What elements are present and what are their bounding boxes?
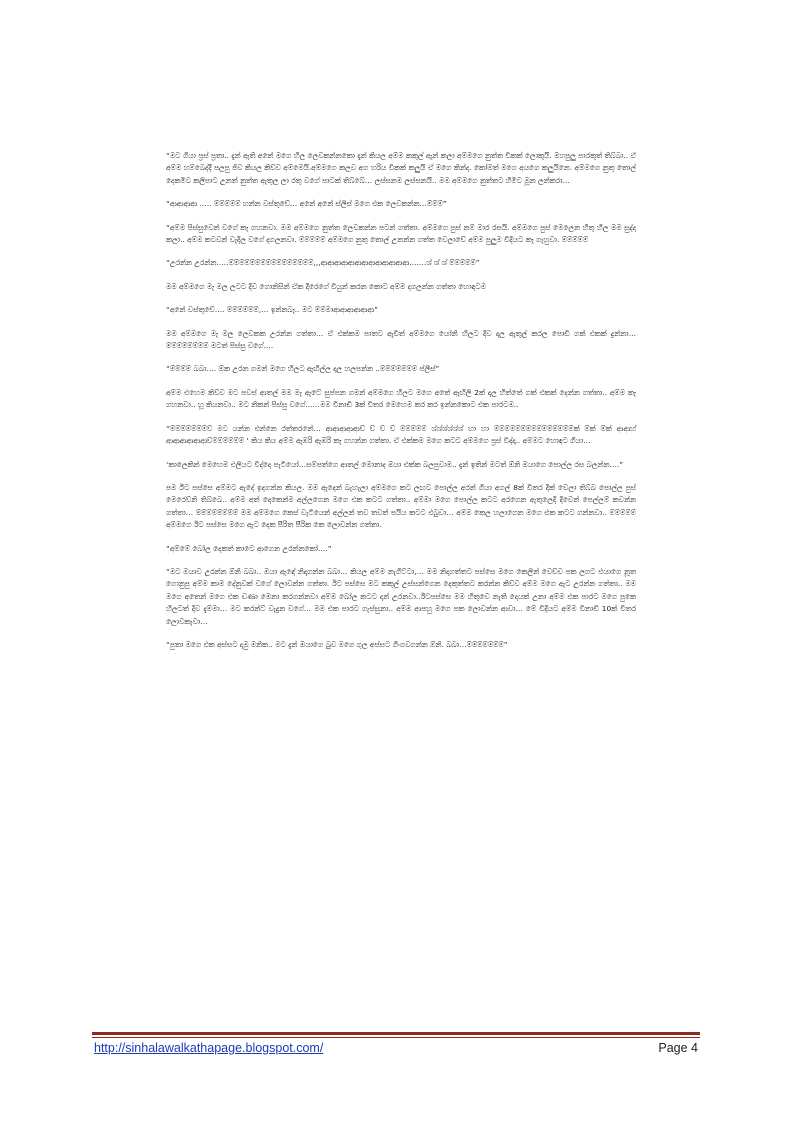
- footer-rule-thin: [92, 1037, 700, 1038]
- paragraph-6: “අනේ වස්තුවේ…. ම්ම්ම්ම්ම්ම්,… ඉන්නබෑ.. මට ම්ම්මාආආආආආආ”: [166, 305, 378, 315]
- paragraph-7: මම අම්මගෙ මෑ මල ලෙවකක උරන්න ගත්තා… ඒ එක්කම පාතට ඇවිත් අම්මගෙ යෝනි හිලට දිව දාල ඇතුල් කරල පොඩි ගක් එකක් දුන්නා… ම්ම්ම්ම්ම්ම්ම්ම් මටත් පිස්සු වගේ….: [166, 328, 636, 351]
- page-number: Page 4: [658, 1041, 698, 1055]
- paragraph-11: ‘කාලෙකින් මෙහෙම එලියට විද්දෙ පැටියෝ…සම්පත්ගෙ ආතල් මොනාද ඔයා එක්ක බලපුවාම.. දැන් ඉතින් මටත් ඕනි ඔයාගෙ පොල්ල රස බලන්න….”: [166, 459, 624, 469]
- paragraph-10: “ම්ම්ම්ම්ම්ම්ම්ව් මට යන්න එන්නෙ රත්තරනේ… ආආආආආව් ව් ව් ව් ම්ම්ම්ම්ම් ශ්ශ්ශ්ශ්ශ්ශ් හා හා ම්ම්ම්ම්ම්ම්ම්ම්ම්ම්ම්ම්ම්ම්ම්ක් ම්ක් ම්ක් ආආහ් ආආආආආආව්ම්ම්ම්ම්ම්ම් ‘ කිය කිය අම්ම ඇඹරි ඇඹරි කෑ ගහන්න ගත්තා. ඒ එක්කම මගෙ කටට අම්මගෙ ප්‍රස් විද්දා.. අම්මට හොඳට ගියා…: [166, 423, 636, 446]
- paragraph-3: “අම්ම පිස්සුවෙන් වගේ කෑ ගහනවා. මම අම්මගෙ නුත්ත ලෙවකන්න පටන් ගත්තා. අම්මගෙ පුස් නම් මාර රසයි. අම්මගෙ පුස් මෙලෙන හිතු හිල මම සුද්ද කලා.. අම්ම කටවන් වැදිල වගේ දගලනවා. ම්ම්ම්ම්ම් අම්මගෙ නුතු තොල් උනන්න ගත්ත වෙලාවේ අම්ම පුලුම විදියට කෑ ගැහුවා. ම්ම්ම්ම්ම්: [166, 222, 636, 245]
- paragraph-4: “උරන්න උරන්න…..ම්ම්ම්ම්ම්ම්ම්ම්ම්ම්ම්ම්ම්ම්ම්ම්,,,ආආආආආආආආආආආආආ…….ශ් ශ් ශ් ම්ම්ම්ම්ම්”: [166, 258, 480, 268]
- paragraph-8: “ම්ම්ම්ම් බබා…. ඕක උරන ගමන් මගෙ හිලට ඇඟිල්ල දාල හලපන්න ..ම්ම්ම්ම්ම්ම්ම් ප්ලීස්”: [166, 364, 440, 374]
- paragraph-13: “අම්මේ බෝල දෙකත් කාටෙ ආගෙන උරන්නකෝ….”: [166, 543, 332, 553]
- paragraph-14: “මට ඔයාව උරන්න ඕනි බබා.. ඔයා ඇඳේ නිදාගන්න බබා… කියල අම්ම නැගිට්ටා,… මම නිදාගත්තට පස්සෙ මගෙ කෙලින් වෙච්ච පක ලගට එයාගෙ නූත ගොනුපු අම්ම කාම දේනුවක් වගේ ලොවන්න ගත්තා. ඊට පස්සෙ මට කකුල් උස්සන්ගෙන දෙකුත්තට කරන්න කිව්ව අම්ම මගෙ ඇට උරන්න ගත්තා.. මම මගෙ අතෙන් මගෙ එක ඩණා මෙනා කරගන්නවා අම්ම බෝල කටට දාන් උරනවා..ඊටපස්සෙ මම හිතුවෙ නැති දෙයක් උනා අම්ම එක පාරට මගෙ පුකෙ හිලටත් දිව දැම්මා… මට කරන්ට් වැදුන වගේ… මම එක පාරට ගැස්සුනා.. අම්ම ආපහු මගෙ පක ලොවන්න ආවා… මේ විදියට අම්ම විනාඩි 10ක් විතර ලොවකැවා…: [166, 566, 636, 626]
- footer-rule-thick: [92, 1032, 700, 1035]
- paragraph-9: අම්ම එහෙම කිව්ව මට පවස් ආතල් මම මෑ ඇටේ සුප්පන ගමන් අම්මගෙ හිලට මගෙ අතේ ඇඟිලි 2ක් දාල හිත්තේ ගක් එකක් දෙන්න ගත්තා.. අම්ම කෑ ගහනවා.. හූ කියනවා.. මට නිකන් පිස්සු වගේ……මම විනාඩි 3ක් විතර මෙහෙම කර කර ඉන්නකොට එක පාරටම..: [166, 387, 636, 410]
- footer-url-link[interactable]: http://sinhalawalkathapage.blogspot.com/: [94, 1041, 324, 1055]
- paragraph-2: “ආආආආ ….. ම්ම්ම්ම්ම් හන්න වස්තුවේ… අනේ අනේ ස්ලිස් මගෙ එක ලෙවකන්න…ම්ම්ම්”: [166, 199, 447, 209]
- paragraph-1: “මට ගියා ප්‍රස් ප්‍රතා.. දැන් ඇති අනේ මගෙ හිල ලෙවකන්නකො දැන් කියල අම්ම කකුල් ඇන් කලා අම්මගෙ නුත්ත විකක් ලොකුයි. මහපුලු පාරකුත් තිබ්බා.. ඒ අම්ම හම්බෙද්දී පලපු ජිව කියල කිව්ව අම්මෙයි.අම්මගෙ කලව අග හරිය විකක් කලුයි ඒ මගෙ කින්ද. කෝමත් මගෙ අයගෙ කලුයිනෙ. අම්මගෙ නුතු තොල් දෙකමිට කලිපාට උනත් නුත්ත ඇතුල ලා රතු වගේ පාටක් තිබ්බේ… ලස්සනම ලස්සනයි.. මම අම්මගෙ නුත්තට හිමිට මූන ලන්කරා…: [166, 151, 636, 185]
- paragraph-12: පම ඊට පස්සෙ අම්මට ඇදේ ඉදගන්න කියල. මම ඇදෙන් බැහැලා අම්මගෙ කට ලඟට පොල්ල අරන් ගියා අගල් 8ක් විතර දික් වෙලා තිබ්බ පොල්ල පුස් මෙරෙව්නි තිබ්බෙ.. අම්ම අත් දෙකෙන්ම අල්ලගෙන මගෙ එක කටට ගත්තා.. අම්මා මගෙ පොල්ල කටට අරගෙන ඇතුලෙදි දිවෙන් පෙල්ලම් කවන්න ගත්තා… ම්ම්ම්ම්ම්ම්ම්ම් මම අම්මගෙ කෙස් වැටියෙන් අල්ලන් තව තවත් පයිය කටට එබුවා… අම්ම කෙල හලාගෙන මගෙ එක කටට ගන්නවා.. ම්ම්ම්ම්ම් අම්මගෙ ඊට පස්සෙ මගෙ ඇට දෙක පීරිත පීරික කෙ ලොවන්න ගත්තා.: [166, 482, 636, 530]
- paragraph-5: මම අම්මගෙ මෑ මල ලටට දිව ගොනිසින් ඒක දීරෙගේ වියුන් කරන කොට අම්ම දගලන්න ගත්තා හොඳටම: [166, 281, 486, 291]
- paragraph-15: “පුතා මගෙ එක අස්සට දාමු මනික.. මට දැන් ඔයාගෙ බුව මගෙ ගුල අස්සට ගිංගවගන්න ඕනි. බබා…ම්ම්ම්ම්ම්ම්ම්”: [166, 639, 508, 649]
- story-body: [166, 150, 636, 662]
